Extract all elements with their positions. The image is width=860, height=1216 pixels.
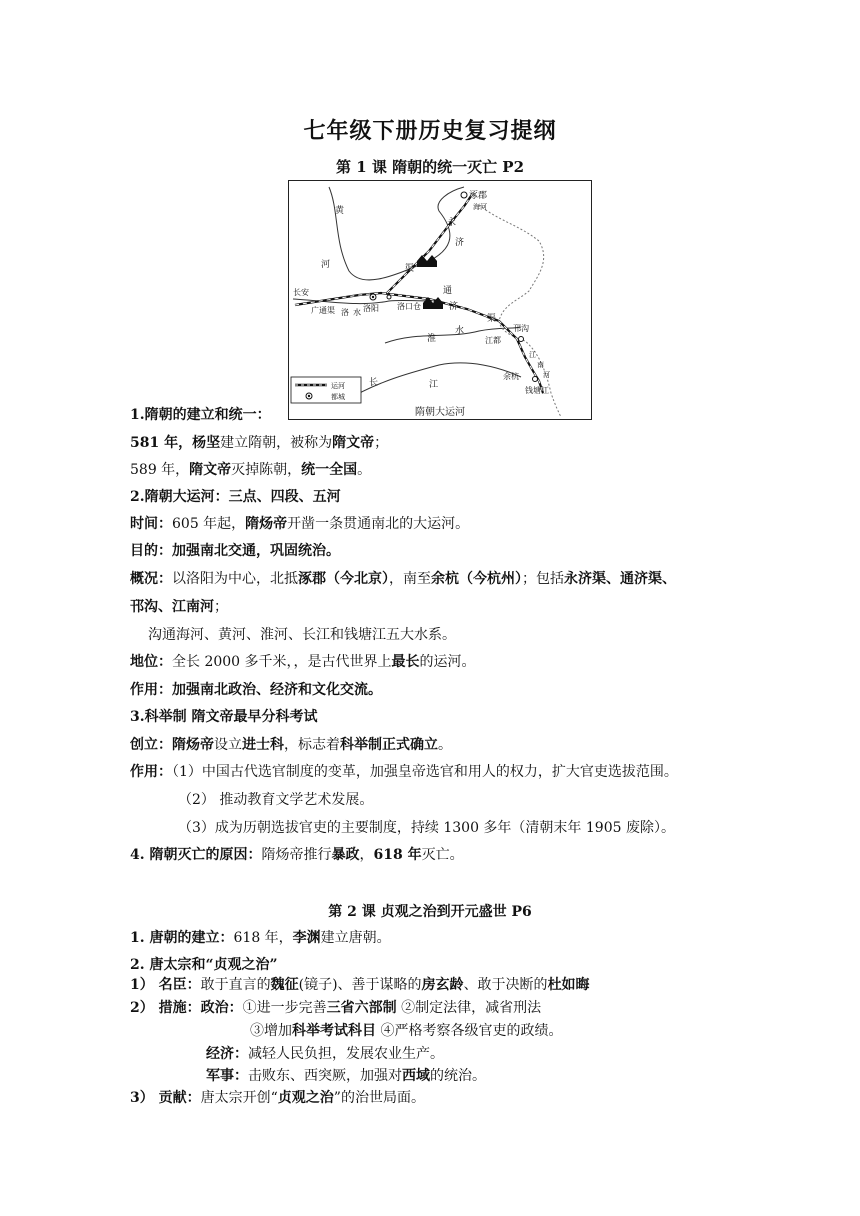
- l1-s2-status: 地位：全长 2000 多千米，，是古代世界上最长的运河。: [130, 654, 476, 670]
- legend-capital-label: 都城: [331, 393, 345, 401]
- map-legend: [291, 377, 361, 403]
- l1-s2-overview-cont: 邗沟、江南河；: [130, 599, 228, 615]
- map-label-qiantangjiang: 钱塘江: [525, 386, 549, 395]
- l2-m2d: 军事：击败东、西突厥，加强对西域的统治。: [206, 1068, 486, 1084]
- map-label-he2: 河: [543, 371, 550, 379]
- map-label-luo: 洛: [341, 308, 349, 317]
- l1-s3-effect2: （2） 推动教育文学艺术发展。: [178, 792, 374, 808]
- l1-s2-connect: 沟通海河、黄河、淮河、长江和钱塘江五大水系。: [148, 627, 456, 643]
- l1-s2-overview: 概况：以洛阳为中心，北抵涿郡（今北京），南至余杭（今杭州）；包括永济渠、通济渠、: [130, 571, 676, 587]
- lesson2-heading: 第 2 课 贞观之治到开元盛世 P6: [328, 904, 532, 920]
- l1-s3-effect1: 作用：（1）中国古代选官制度的变革，加强皇帝选官和用人的权力，扩大官吏选拔范围。: [130, 764, 678, 780]
- map-label-tong: 通: [443, 286, 453, 296]
- map-label-ji2: 济: [449, 302, 459, 312]
- l2-s2-label: 2. 唐太宗和“贞观之治”: [130, 957, 278, 973]
- map-label-ji1: 济: [455, 238, 465, 248]
- l1-s4: 4. 隋朝灭亡的原因：隋炀帝推行暴政，618 年灭亡。: [130, 847, 464, 863]
- map-label-luoyang: 洛阳: [363, 304, 379, 313]
- granary-icon: [417, 255, 437, 267]
- map-label-qu2: 渠: [487, 314, 497, 324]
- legend-canal-label: 运河: [331, 382, 345, 390]
- map-label-qu1: 渠: [405, 264, 415, 274]
- l1-s3-found: 创立：隋炀帝设立进士科，标志着科举制正式确立。: [130, 737, 452, 753]
- map-label-changan: 长安: [293, 288, 309, 297]
- map-label-jiang-n: 江: [529, 351, 536, 359]
- grand-canal-map: [288, 180, 592, 420]
- map-label-huai: 淮: [427, 334, 437, 344]
- map-label-zhuojun: 涿郡: [469, 191, 488, 201]
- map-label-huang: 黄: [335, 206, 345, 216]
- l1-s3-effect3: （3）成为历朝选拔官吏的主要制度，持续 1300 多年（清朝末年 1905 废除）。: [178, 820, 675, 836]
- l2-m2b: ③增加科举考试科目 ④严格考察各级官吏的政绩。: [250, 1023, 563, 1039]
- l2-m3: 3） 贡献：唐太宗开创“贞观之治”的治世局面。: [130, 1090, 425, 1106]
- l1-s2-effect: 作用：加强南北政治、经济和文化交流。: [130, 682, 382, 698]
- lesson1-heading: 第 1 课 隋朝的统一灭亡 P2: [335, 158, 525, 176]
- l1-s1-line2: 589 年，隋文帝灭掉陈朝，统一全国。: [130, 462, 372, 478]
- l1-s2-time: 时间：605 年起，隋炀帝开凿一条贯通南北的大运河。: [130, 516, 470, 532]
- l1-s1-label: 1.隋朝的建立和统一：: [130, 407, 271, 423]
- map-label-he: 河: [321, 260, 331, 270]
- map-label-jiangdu: 江都: [485, 336, 501, 345]
- map-label-yong: 永: [447, 218, 457, 228]
- l1-s3-label: 3.科举制 隋文帝最早分科考试: [130, 709, 318, 725]
- l2-m2c: 经济：减轻人民负担，发展农业生产。: [206, 1046, 444, 1062]
- map-label-shui2: 水: [455, 326, 465, 336]
- l1-s2-purpose: 目的：加强南北交通，巩固统治。: [130, 543, 340, 559]
- map-label-haihe: 海河: [473, 203, 487, 211]
- map-label-yuhang: 余杭: [503, 372, 519, 381]
- map-caption: 隋朝大运河: [415, 407, 465, 418]
- map-label-guangtongqu: 广通渠: [311, 306, 335, 315]
- map-label-chang: 长: [369, 378, 379, 388]
- map-label-shui: 水: [353, 308, 361, 317]
- map-label-hangou: 邗沟: [513, 324, 529, 333]
- map-label-jiang2: 江: [429, 380, 439, 390]
- l1-s1-line1: 581 年，杨坚建立隋朝，被称为隋文帝；: [130, 435, 389, 451]
- page-title: 七年级下册历史复习提纲: [303, 118, 557, 144]
- l2-m1: 1） 名臣：敢于直言的魏征(镜子)、善于谋略的房玄龄、敢于决断的杜如晦: [130, 977, 590, 993]
- map-label-luokoucang: 洛口仓: [397, 302, 421, 311]
- map-label-nan: 南: [537, 361, 544, 369]
- l2-m2: 2） 措施：政治：①进一步完善三省六部制 ②制定法律，减省刑法: [130, 1000, 542, 1016]
- l2-s1: 1. 唐朝的建立：618 年，李渊建立唐朝。: [130, 930, 391, 946]
- l1-s2-label: 2.隋朝大运河：三点、四段、五河: [130, 489, 341, 505]
